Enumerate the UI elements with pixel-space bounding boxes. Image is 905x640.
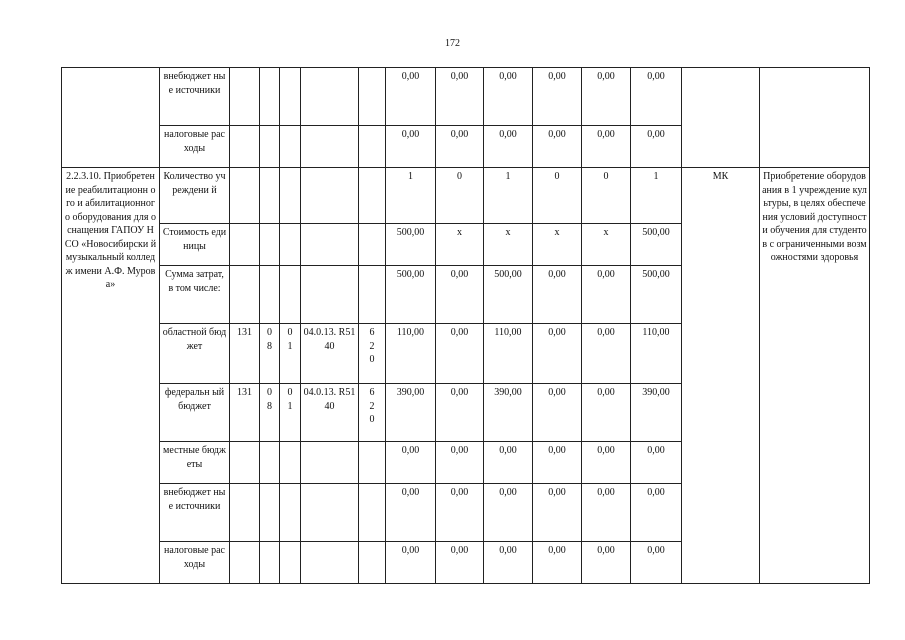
grbs-cell: 131 — [230, 384, 260, 442]
value-cell: 500,00 — [484, 266, 533, 324]
pr-cell: 0 1 — [280, 324, 301, 384]
value-cell: 500,00 — [386, 266, 436, 324]
value-cell: 0,00 — [631, 68, 682, 126]
value-cell: 0,00 — [533, 68, 582, 126]
csr-cell — [301, 542, 359, 584]
value-cell: 110,00 — [484, 324, 533, 384]
source-label: налоговые расходы — [160, 126, 230, 168]
value-cell: 390,00 — [484, 384, 533, 442]
grbs-cell — [230, 68, 260, 126]
value-cell: 0,00 — [631, 484, 682, 542]
csr-cell — [301, 266, 359, 324]
value-cell: 0,00 — [582, 68, 631, 126]
value-cell: 110,00 — [631, 324, 682, 384]
vr-cell — [359, 68, 386, 126]
value-cell: 0,00 — [436, 68, 484, 126]
source-label: областной бюджет — [160, 324, 230, 384]
value-cell: 0,00 — [582, 126, 631, 168]
executor-cell: МК — [682, 168, 760, 584]
value-cell: х — [484, 224, 533, 266]
value-cell: 0,00 — [582, 442, 631, 484]
value-cell: 0,00 — [436, 324, 484, 384]
vr-cell — [359, 542, 386, 584]
value-cell: 0,00 — [436, 442, 484, 484]
csr-cell — [301, 224, 359, 266]
vr-cell — [359, 266, 386, 324]
value-cell: 0,00 — [533, 384, 582, 442]
result-cell: Приобретение оборудования в 1 учреждение культуры, в целях обеспечения условий доступности обучения для студентов с ограниченными возможностями здоровья — [760, 168, 870, 584]
vr-cell — [359, 442, 386, 484]
executor-cell — [682, 68, 760, 168]
csr-cell — [301, 68, 359, 126]
grbs-cell — [230, 542, 260, 584]
value-cell: 0,00 — [484, 484, 533, 542]
source-label: Стоимость единицы — [160, 224, 230, 266]
rz-cell — [260, 484, 280, 542]
vr-cell: 6 2 0 — [359, 324, 386, 384]
value-cell: 500,00 — [386, 224, 436, 266]
source-label: внебюджет ные источники — [160, 484, 230, 542]
value-cell: 0,00 — [484, 542, 533, 584]
value-cell: 0,00 — [436, 266, 484, 324]
source-label: налоговые расходы — [160, 542, 230, 584]
value-cell: 0,00 — [631, 126, 682, 168]
value-cell: 0,00 — [436, 542, 484, 584]
value-cell: 0,00 — [484, 442, 533, 484]
result-cell — [760, 68, 870, 168]
value-cell: 1 — [631, 168, 682, 224]
value-cell: 1 — [386, 168, 436, 224]
value-cell: х — [436, 224, 484, 266]
pr-cell: 0 1 — [280, 384, 301, 442]
source-label: Сумма затрат, в том числе: — [160, 266, 230, 324]
value-cell: 0,00 — [631, 542, 682, 584]
value-cell: 500,00 — [631, 266, 682, 324]
value-cell: 0,00 — [533, 484, 582, 542]
value-cell: 0,00 — [436, 484, 484, 542]
value-cell: 390,00 — [386, 384, 436, 442]
value-cell: 0,00 — [582, 266, 631, 324]
rz-cell — [260, 224, 280, 266]
value-cell: 110,00 — [386, 324, 436, 384]
pr-cell — [280, 168, 301, 224]
pr-cell — [280, 266, 301, 324]
value-cell: 0,00 — [631, 442, 682, 484]
table-row — [62, 168, 870, 224]
pr-cell — [280, 542, 301, 584]
measure-name-cell — [62, 68, 160, 168]
vr-cell: 6 2 0 — [359, 384, 386, 442]
measure-name-cell: 2.2.3.10. Приобретение реабилитационн ого и абилитационног о оборудования для оснащения ГАПОУ НСО «Новосибирски й музыкальный колледж имени А.Ф. Мурова» — [62, 168, 160, 584]
value-cell: 0,00 — [386, 484, 436, 542]
value-cell: 0,00 — [582, 484, 631, 542]
csr-cell — [301, 442, 359, 484]
csr-cell — [301, 168, 359, 224]
value-cell: 0,00 — [533, 542, 582, 584]
pr-cell — [280, 442, 301, 484]
value-cell: 0,00 — [436, 384, 484, 442]
vr-cell — [359, 224, 386, 266]
csr-cell — [301, 484, 359, 542]
value-cell: 0,00 — [533, 324, 582, 384]
vr-cell — [359, 126, 386, 168]
csr-cell — [301, 126, 359, 168]
grbs-cell — [230, 266, 260, 324]
rz-cell — [260, 126, 280, 168]
rz-cell: 0 8 — [260, 384, 280, 442]
source-label: федеральн ый бюджет — [160, 384, 230, 442]
page-number: 172 — [445, 38, 460, 49]
source-label: внебюджет ные источники — [160, 68, 230, 126]
rz-cell — [260, 266, 280, 324]
grbs-cell — [230, 126, 260, 168]
grbs-cell — [230, 484, 260, 542]
value-cell: х — [533, 224, 582, 266]
value-cell: 0,00 — [436, 126, 484, 168]
grbs-cell — [230, 224, 260, 266]
rz-cell — [260, 542, 280, 584]
pr-cell — [280, 224, 301, 266]
value-cell: 0,00 — [533, 126, 582, 168]
value-cell: 0 — [436, 168, 484, 224]
pr-cell — [280, 68, 301, 126]
source-label: Количество учреждени й — [160, 168, 230, 224]
value-cell: 500,00 — [631, 224, 682, 266]
value-cell: 0,00 — [533, 266, 582, 324]
csr-cell: 04.0.13. R5140 — [301, 324, 359, 384]
grbs-cell — [230, 442, 260, 484]
csr-cell: 04.0.13. R5140 — [301, 384, 359, 442]
value-cell: 0,00 — [582, 324, 631, 384]
value-cell: 390,00 — [631, 384, 682, 442]
value-cell: 1 — [484, 168, 533, 224]
pr-cell — [280, 126, 301, 168]
value-cell: 0,00 — [484, 68, 533, 126]
value-cell: 0,00 — [533, 442, 582, 484]
rz-cell: 0 8 — [260, 324, 280, 384]
value-cell: 0,00 — [582, 542, 631, 584]
value-cell: 0,00 — [582, 384, 631, 442]
table-row — [62, 68, 870, 126]
vr-cell — [359, 484, 386, 542]
value-cell: 0,00 — [386, 126, 436, 168]
value-cell: 0,00 — [484, 126, 533, 168]
value-cell: 0,00 — [386, 442, 436, 484]
value-cell: 0,00 — [386, 542, 436, 584]
vr-cell — [359, 168, 386, 224]
budget-table — [61, 67, 870, 584]
value-cell: 0,00 — [386, 68, 436, 126]
grbs-cell — [230, 168, 260, 224]
rz-cell — [260, 442, 280, 484]
value-cell: х — [582, 224, 631, 266]
rz-cell — [260, 68, 280, 126]
rz-cell — [260, 168, 280, 224]
value-cell: 0 — [582, 168, 631, 224]
value-cell: 0 — [533, 168, 582, 224]
pr-cell — [280, 484, 301, 542]
source-label: местные бюджеты — [160, 442, 230, 484]
grbs-cell: 131 — [230, 324, 260, 384]
